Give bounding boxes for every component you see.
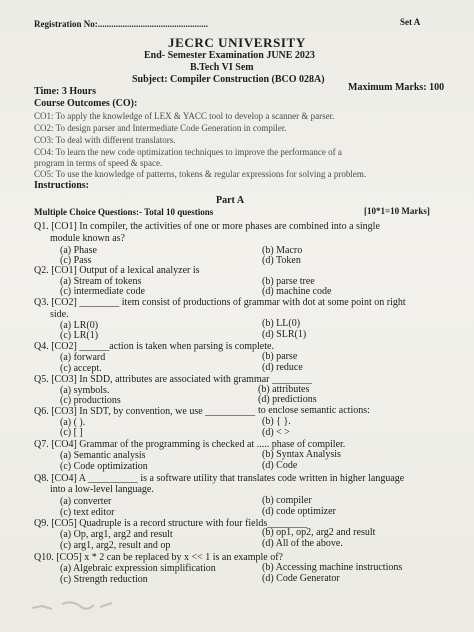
question-6-right: to enclose semantic actions: [258, 405, 370, 416]
q2-option-a: (a) Stream of tokens [60, 276, 142, 287]
q6-option-d: (d) < > [262, 427, 290, 438]
outcome-item: CO4: To learn the new code optimization techniques to improve the performance of a [34, 147, 342, 157]
outcome-item: CO3: To deal with different translators. [34, 135, 176, 145]
question-3-cont: side. [50, 309, 69, 320]
q6-option-b: (b) { }. [262, 416, 291, 427]
q10-option-c: (c) Strength reduction [60, 574, 148, 585]
q5-option-c: (c) productions [60, 395, 121, 406]
q4-option-a: (a) forward [60, 352, 106, 363]
q10-option-b: (b) Accessing machine instructions [262, 562, 403, 573]
question-7: Q7. [CO4] Grammar of the programming is checked at ..... phase of compiler. [34, 439, 346, 450]
q4-option-c: (c) accept. [60, 363, 102, 374]
q8-option-d: (d) code optimizer [262, 506, 336, 517]
q1-option-b: (b) Macro [262, 245, 303, 256]
q9-option-a: (a) Op, arg1, arg2 and result [60, 529, 173, 540]
q2-option-b: (b) parse tree [262, 276, 315, 287]
q2-option-d: (d) machine code [262, 286, 332, 297]
question-5: Q5. [CO3] In SDD, attributes are associated with grammar ________ [34, 374, 312, 385]
q3-option-b: (b) LL(0) [262, 318, 301, 329]
q3-option-c: (c) LR(1) [60, 330, 99, 341]
program-label: B.Tech VI Sem [190, 62, 254, 73]
question-1-cont: module known as? [50, 233, 125, 244]
q6-option-c: (c) [ ] [60, 427, 83, 438]
question-1: Q1. [CO1] In compiler, the activities of one or more phases are combined into a single [34, 221, 380, 232]
q6-option-a: (a) ( ). [60, 417, 86, 428]
registration-line: Registration No:................................................. [34, 19, 208, 29]
question-10: Q10. [CO5] x * 2 can be replaced by x << 1 is an example of? [34, 552, 283, 563]
university-title: JECRC UNIVERSITY [168, 35, 306, 50]
q1-option-a: (a) Phase [60, 245, 97, 256]
section-marks: [10*1=10 Marks] [364, 206, 430, 216]
set-label: Set A [400, 17, 421, 27]
q3-option-a: (a) LR(0) [60, 320, 99, 331]
outcomes-heading: Course Outcomes (CO): [34, 98, 138, 109]
q3-option-d: (d) SLR(1) [262, 329, 307, 340]
q8-option-a: (a) converter [60, 496, 112, 507]
q1-option-c: (c) Pass [60, 255, 92, 266]
q4-option-d: (d) reduce [262, 362, 303, 373]
q5-option-b: (b) attributes [258, 384, 310, 395]
outcome-item: CO1: To apply the knowledge of LEX & YACC tool to develop a scanner & parser. [34, 111, 335, 121]
q9-option-c: (c) arg1, arg2, result and op [60, 540, 171, 551]
outcome-item: CO5: To use the knowledge of patterns, tokens & regular expressions for solving a problem. [34, 169, 367, 179]
q10-option-a: (a) Algebraic expression simplification [60, 563, 216, 574]
question-4: Q4. [CO2] ______action is taken when parsing is complete. [34, 341, 274, 352]
q5-option-d: (d) predictions [258, 394, 317, 405]
question-8: Q8. [CO4] A __________ is a software utility that translates code written in higher language [34, 473, 405, 484]
time-label: Time: 3 Hours [34, 86, 97, 97]
exam-title: End- Semester Examination JUNE 2023 [144, 50, 315, 61]
q5-option-a: (a) symbols. [60, 385, 110, 396]
q7-option-c: (c) Code optimization [60, 461, 148, 472]
q1-option-d: (d) Token [262, 255, 301, 266]
bleed-through-mark [28, 596, 118, 616]
q8-option-c: (c) text editor [60, 507, 115, 518]
q9-option-d: (d) All of the above. [262, 538, 343, 549]
q10-option-d: (d) Code Generator [262, 573, 340, 584]
outcome-item: CO2: To design parser and Intermediate Code Generation in compiler. [34, 123, 287, 133]
q4-option-b: (b) parse [262, 351, 298, 362]
q7-option-b: (b) Syntax Analysis [262, 449, 341, 460]
q9-option-b: (b) op1, op2, arg2 and result [262, 527, 376, 538]
q8-option-b: (b) compiler [262, 495, 312, 506]
question-2: Q2. [CO1] Output of a lexical analyzer is [34, 265, 200, 276]
section-title: Multiple Choice Questions:- Total 10 questions [34, 207, 214, 217]
subject-label: Subject: Compiler Construction (BCO 028A) [132, 74, 325, 85]
q7-option-a: (a) Semantic analysis [60, 450, 146, 461]
part-title: Part A [216, 195, 245, 206]
question-6: Q6. [CO3] In SDT, by convention, we use __________ [34, 406, 256, 417]
outcome-item: program in terms of speed & space. [34, 158, 163, 168]
max-marks: Maximum Marks: 100 [348, 82, 445, 93]
q2-option-c: (c) intermediate code [60, 286, 145, 297]
question-8-cont: into a low-level language. [50, 484, 154, 495]
question-3: Q3. [CO2] ________ item consist of productions of grammar with dot at some point on right [34, 297, 406, 308]
instructions-heading: Instructions: [34, 180, 90, 191]
question-9: Q9. [CO5] Quadruple is a record structure with four fields________ [34, 518, 308, 529]
q7-option-d: (d) Code [262, 460, 298, 471]
